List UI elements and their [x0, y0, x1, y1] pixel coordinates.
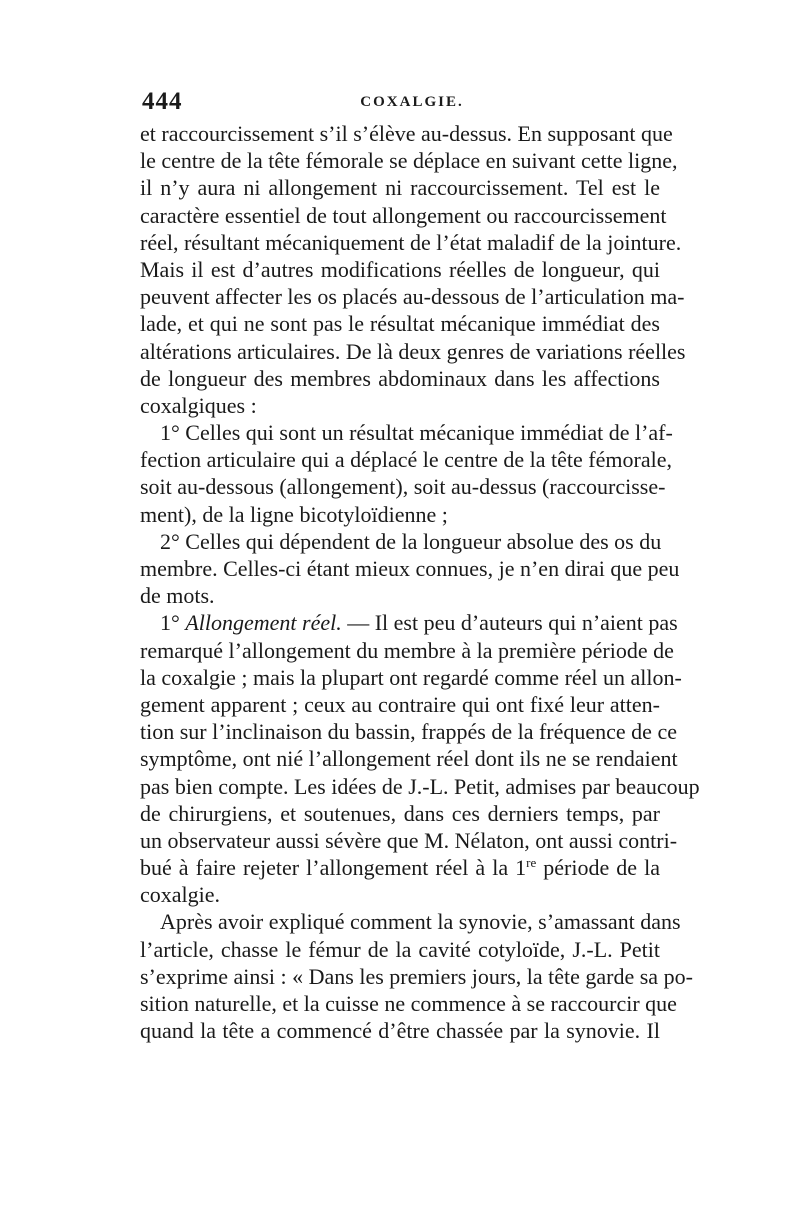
page-number: 444	[142, 88, 183, 115]
line-text: période de la	[536, 855, 660, 881]
text-line: fection articulaire qui a déplacé le centre de la tête fémorale,	[140, 447, 672, 473]
page-header	[142, 88, 662, 124]
text-line: de longueur des membres abdominaux dans les affections	[140, 365, 660, 391]
text-line: il n’y aura ni allongement ni raccourcissement. Tel est le	[140, 175, 660, 201]
text-line: 1° Celles qui sont un résultat mécanique immédiat de l’af-	[160, 420, 673, 446]
text-line: un observateur aussi sévère que M. Nélaton, ont aussi contri-	[140, 827, 678, 853]
text-line: coxalgiques :	[140, 392, 257, 418]
text-line	[140, 854, 660, 881]
text-line: membre. Celles-ci étant mieux connues, je n’en dirai que peu	[140, 556, 680, 581]
text-line: de mots.	[140, 583, 215, 609]
text-line: pas bien compte. Les idées de J.-L. Petit, admises par beaucoup	[140, 773, 700, 799]
text-line: Mais il est d’autres modifications réelles de longueur, qui	[140, 256, 660, 282]
text-line: sition naturelle, et la cuisse ne commence à se raccourcir que	[140, 991, 677, 1016]
text-line: caractère essentiel de tout allongement ou raccourcissement	[140, 202, 667, 228]
text-line: la coxalgie ; mais la plupart ont regardé comme réel un allon-	[140, 664, 682, 690]
text-line: remarqué l’allongement du membre à la première période de	[140, 637, 674, 663]
text-line: et raccourcissement s’il s’élève au-dessus. En supposant que	[140, 121, 673, 146]
text-line: l’article, chasse le fémur de la cavité cotyloïde, J.-L. Petit	[140, 936, 660, 962]
line-text: bué à faire rejeter l’allongement réel à la 1	[140, 855, 527, 881]
text-line: s’exprime ainsi : « Dans les premiers jours, la tête garde sa po-	[140, 963, 693, 989]
text-line	[140, 609, 678, 636]
text-line: le centre de la tête fémorale se déplace en suivant cette ligne,	[140, 148, 678, 174]
text-line: ment), de la ligne bicotyloïdienne ;	[140, 501, 448, 527]
text-line: 2° Celles qui dépendent de la longueur absolue des os du	[160, 528, 662, 554]
text-line: peuvent affecter les os placés au-dessous de l’articulation ma-	[140, 284, 685, 310]
text-line: de chirurgiens, et soutenues, dans ces derniers temps, par	[140, 800, 660, 826]
section-number: 1°	[160, 610, 180, 636]
text-line: tion sur l’inclinaison du bassin, frappés de la fréquence de ce	[140, 719, 677, 745]
section-title: Allongement réel.	[185, 610, 342, 636]
text-line: réel, résultant mécaniquement de l’état maladif de la jointure.	[140, 229, 682, 255]
text-line: Après avoir expliqué comment la synovie, s’amassant dans	[160, 909, 681, 935]
body-text	[140, 120, 700, 1044]
text-line: lade, et qui ne sont pas le résultat mécanique immédiat des	[140, 311, 660, 337]
running-head: COXALGIE.	[360, 94, 464, 110]
text-line: altérations articulaires. De là deux genres de variations réelles	[140, 338, 686, 364]
text-line: soit au-dessous (allongement), soit au-dessus (raccourcisse-	[140, 474, 666, 500]
line-text: — Il est peu d’auteurs qui n’aient pas	[341, 610, 678, 636]
superscript: re	[526, 855, 537, 871]
text-line: symptôme, ont nié l’allongement réel dont ils ne se rendaient	[140, 746, 678, 772]
text-line: quand la tête a commencé d’être chassée par la synovie. Il	[140, 1018, 660, 1044]
text-line: coxalgie.	[140, 882, 221, 908]
text-line: gement apparent ; ceux au contraire qui ont fixé leur atten-	[140, 691, 660, 717]
